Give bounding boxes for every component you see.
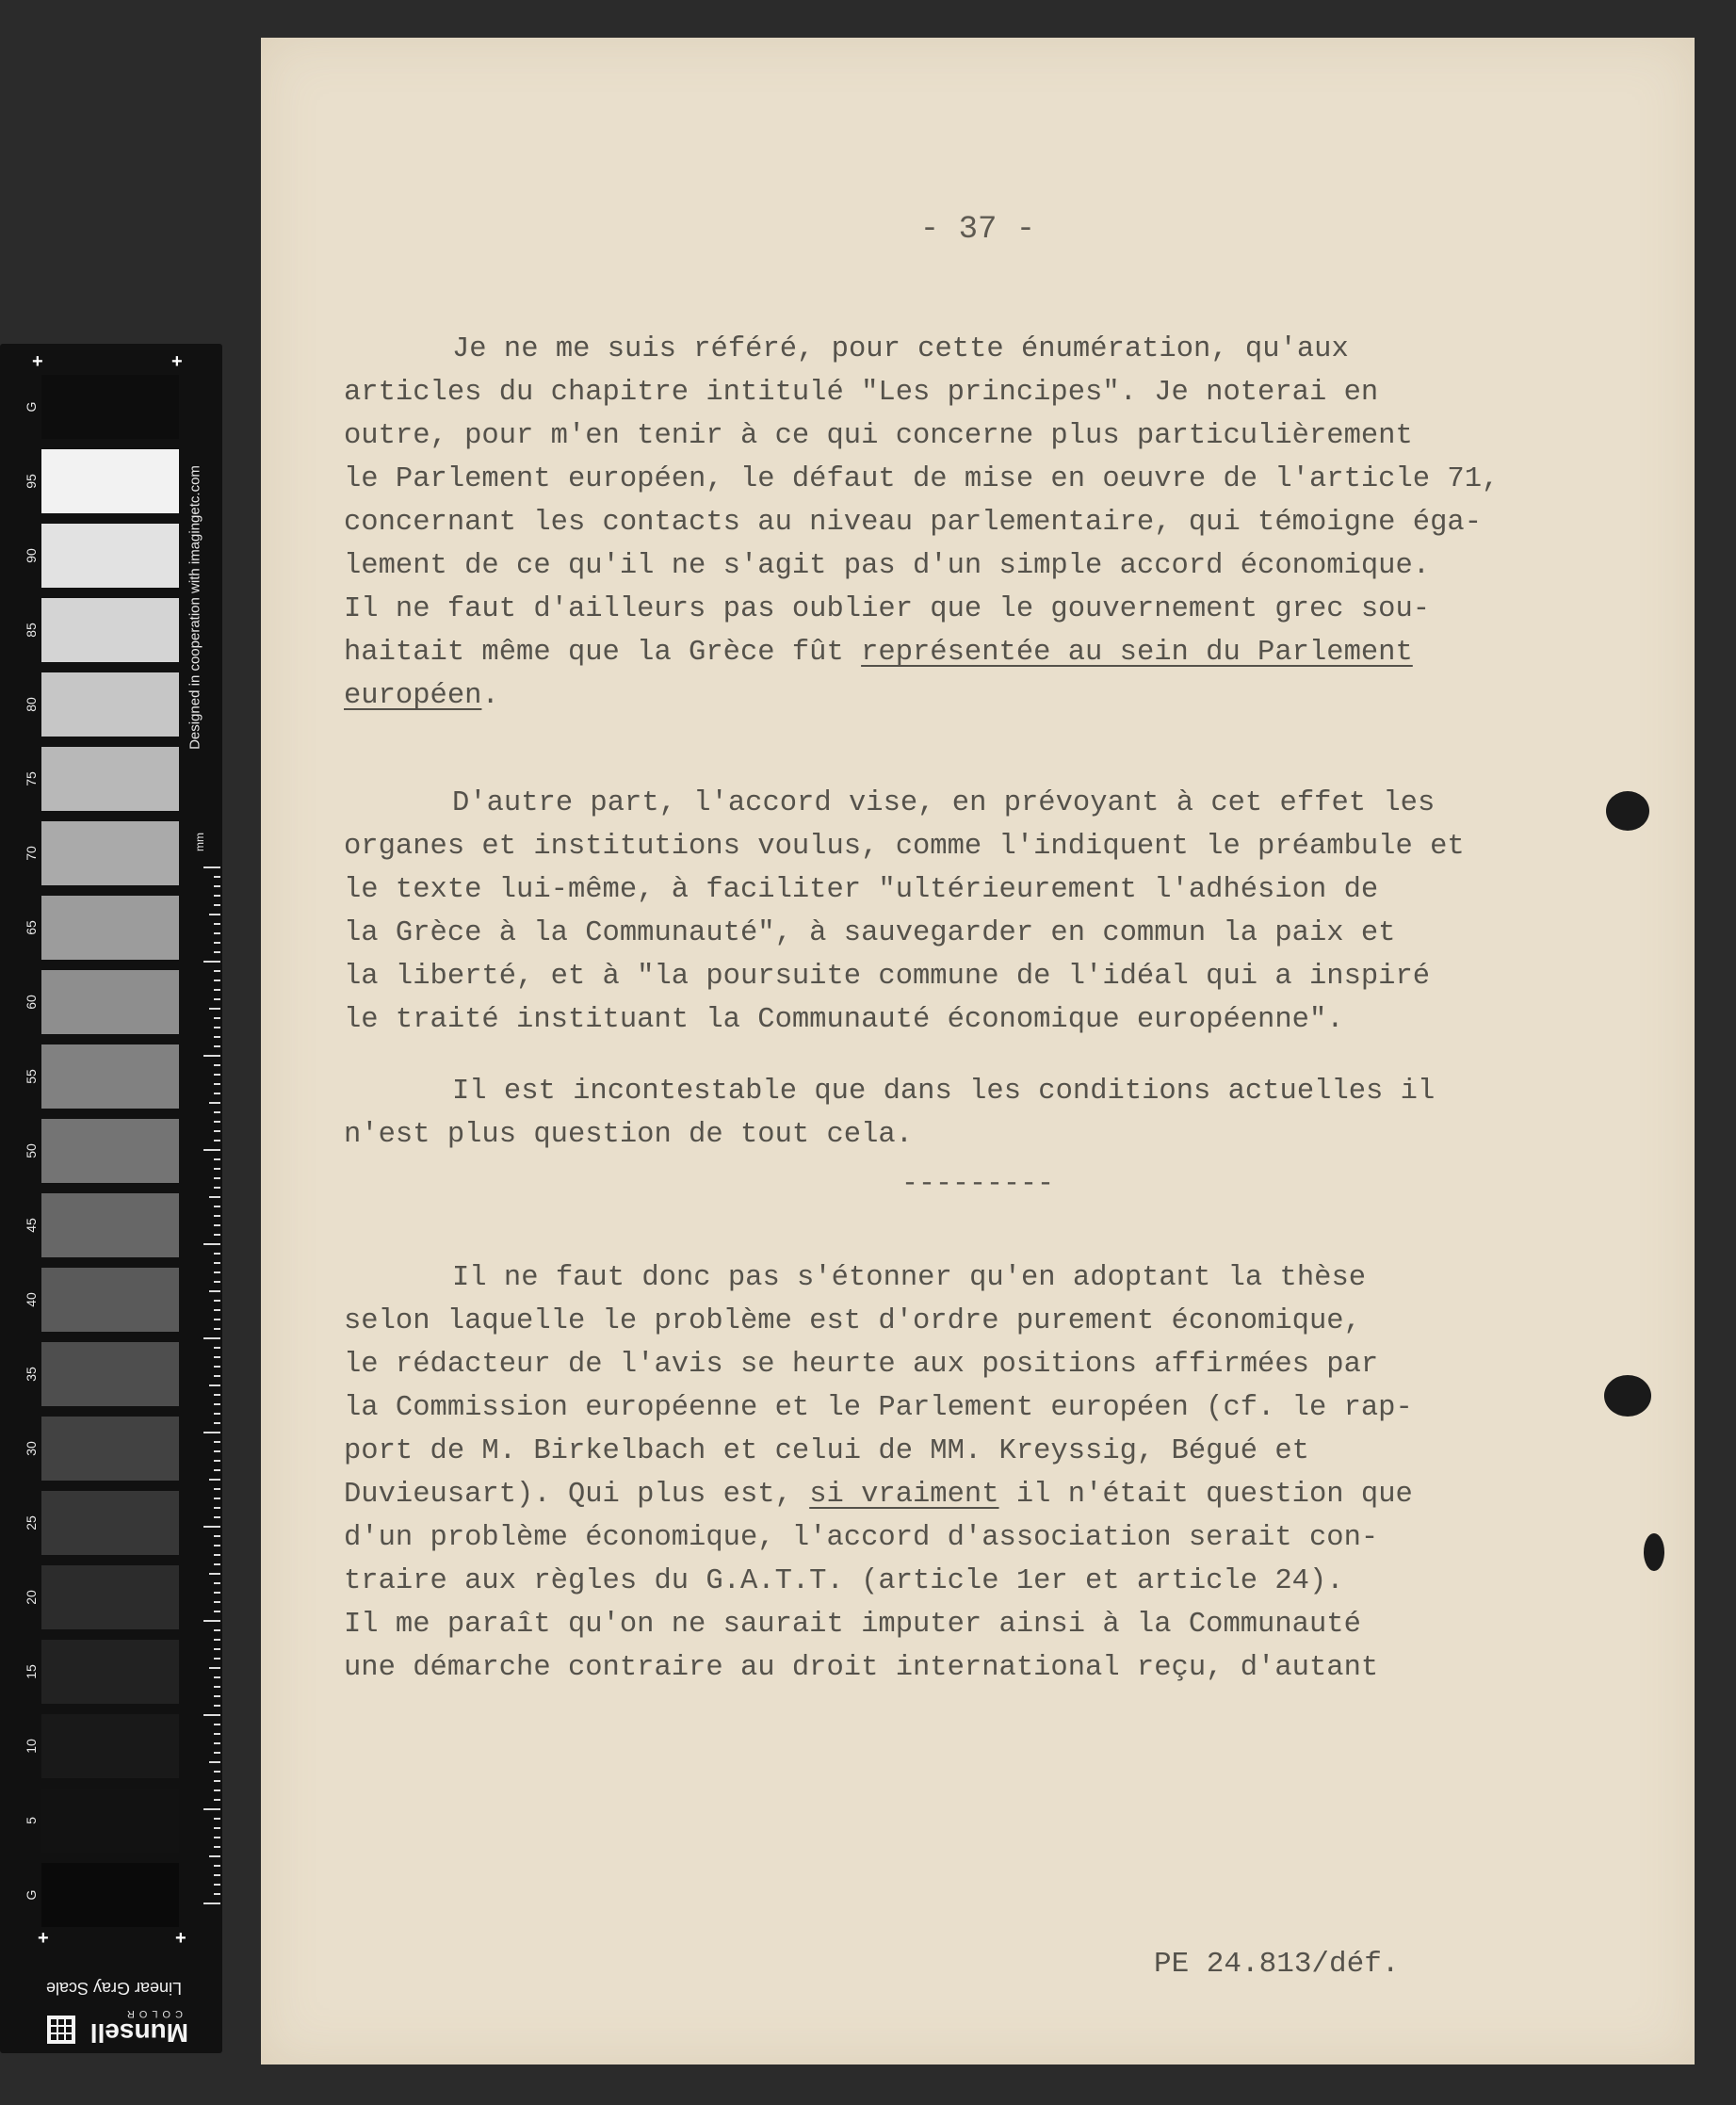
ruler-tick bbox=[214, 1234, 220, 1236]
text-line bbox=[344, 588, 1625, 631]
text-line bbox=[344, 825, 1625, 868]
gray-scale-card bbox=[0, 344, 222, 2053]
document-page bbox=[261, 38, 1695, 2065]
ruler-tick bbox=[203, 1620, 220, 1622]
ruler-tick bbox=[214, 1121, 220, 1123]
ruler-tick bbox=[214, 1705, 220, 1707]
gray-patch bbox=[41, 1119, 179, 1183]
text-line bbox=[344, 1070, 1625, 1113]
gray-patch-label: G bbox=[24, 401, 39, 413]
ruler-tick bbox=[214, 1498, 220, 1499]
paragraph-3 bbox=[344, 1070, 1625, 1157]
ruler-tick bbox=[214, 1187, 220, 1189]
text-segment: Il est incontestable que dans les conditions actuelles il bbox=[452, 1076, 1436, 1108]
text-segment: . bbox=[481, 680, 499, 712]
ruler-tick bbox=[209, 1761, 220, 1763]
text-line bbox=[344, 1516, 1625, 1560]
page-number: - 37 - bbox=[919, 212, 1036, 248]
gray-patch bbox=[41, 1044, 179, 1109]
ruler-tick bbox=[209, 914, 220, 915]
ruler-tick bbox=[214, 1328, 220, 1330]
gray-patch-label: 65 bbox=[24, 920, 39, 935]
text-line bbox=[344, 544, 1625, 588]
ruler-tick bbox=[214, 1394, 220, 1396]
ruler-tick bbox=[214, 1422, 220, 1424]
ruler-tick bbox=[214, 1780, 220, 1782]
ruler-tick bbox=[209, 1479, 220, 1481]
ruler-tick bbox=[214, 1206, 220, 1207]
paragraph-2 bbox=[344, 782, 1625, 1042]
ruler-tick bbox=[203, 1526, 220, 1528]
ruler-tick bbox=[203, 1243, 220, 1245]
ruler-tick bbox=[214, 970, 220, 972]
text-segment: le traité instituant la Communauté économique européenne". bbox=[344, 1004, 1344, 1036]
ruler-tick bbox=[214, 1582, 220, 1584]
ruler-tick bbox=[214, 1168, 220, 1170]
ruler-tick bbox=[214, 1724, 220, 1725]
corner-mark-bottom-right: + bbox=[175, 1928, 187, 1949]
text-segment: outre, pour m'en tenir à ce qui concerne plus particulièrement bbox=[344, 420, 1413, 452]
gray-patch bbox=[41, 1565, 179, 1629]
ruler-tick bbox=[214, 876, 220, 878]
ruler-tick bbox=[214, 1837, 220, 1838]
text-line bbox=[344, 868, 1625, 912]
ruler-tick bbox=[214, 1488, 220, 1490]
ruler-tick bbox=[214, 1535, 220, 1537]
ruler-tick bbox=[209, 1102, 220, 1104]
ruler-tick bbox=[214, 1639, 220, 1641]
underlined-text: européen bbox=[344, 680, 482, 712]
gray-patch bbox=[41, 1491, 179, 1555]
ruler-tick bbox=[214, 951, 220, 953]
text-segment: Il ne faut d'ailleurs pas oublier que le gouvernement grec sou- bbox=[344, 593, 1431, 625]
gray-patch-label: 95 bbox=[24, 474, 39, 489]
designed-by-text bbox=[185, 438, 205, 777]
gray-patch bbox=[41, 1789, 179, 1853]
text-line bbox=[344, 501, 1625, 544]
section-separator: --------- bbox=[900, 1168, 1055, 1200]
text-segment: d'un problème économique, l'accord d'association serait con- bbox=[344, 1522, 1379, 1554]
ruler-tick bbox=[214, 1403, 220, 1405]
text-line bbox=[344, 674, 1625, 718]
ruler-tick bbox=[214, 1130, 220, 1132]
text-segment: Il ne faut donc pas s'étonner qu'en adoptant la thèse bbox=[452, 1262, 1367, 1294]
ruler-tick bbox=[214, 1281, 220, 1283]
ruler-tick bbox=[214, 1064, 220, 1066]
text-segment: haitait même que la Grèce fût bbox=[344, 637, 862, 669]
gray-patch-label: 40 bbox=[24, 1292, 39, 1307]
document-reference: PE 24.813/déf. bbox=[1154, 1948, 1400, 1981]
ruler-tick bbox=[214, 1695, 220, 1697]
ruler-tick bbox=[214, 1601, 220, 1603]
text-line bbox=[344, 458, 1625, 501]
text-line bbox=[344, 1560, 1625, 1603]
ruler-tick bbox=[203, 961, 220, 963]
gray-patch-label: 85 bbox=[24, 623, 39, 638]
ruler-tick bbox=[214, 1300, 220, 1302]
text-line bbox=[344, 1300, 1625, 1343]
gray-patch bbox=[41, 672, 179, 737]
gray-patch bbox=[41, 1714, 179, 1778]
punch-hole bbox=[1606, 791, 1649, 831]
gray-patch-label: 15 bbox=[24, 1664, 39, 1679]
text-segment: articles du chapitre intitulé "Les principes". Je noterai en bbox=[344, 377, 1379, 409]
ruler-tick bbox=[214, 932, 220, 934]
ruler-tick bbox=[214, 1611, 220, 1612]
gray-patch bbox=[41, 375, 179, 439]
text-segment: port de M. Birkelbach et celui de MM. Kreyssig, Bégué et bbox=[344, 1435, 1309, 1467]
gray-patch-label: 45 bbox=[24, 1218, 39, 1233]
ruler-tick bbox=[214, 1554, 220, 1556]
ruler-tick bbox=[214, 1507, 220, 1509]
ruler-tick bbox=[203, 1055, 220, 1057]
ruler-tick bbox=[214, 1629, 220, 1631]
ruler-tick bbox=[214, 1045, 220, 1047]
gray-patch bbox=[41, 598, 179, 662]
text-segment: lement de ce qu'il ne s'agit pas d'un simple accord économique. bbox=[344, 550, 1431, 582]
ruler-tick bbox=[214, 1158, 220, 1160]
ruler-tick bbox=[214, 1309, 220, 1311]
ruler-tick bbox=[203, 1808, 220, 1810]
ruler-tick bbox=[214, 1789, 220, 1791]
gray-patch bbox=[41, 1863, 179, 1927]
ruler-tick bbox=[203, 1149, 220, 1151]
text-line bbox=[344, 1343, 1625, 1386]
ruler-tick bbox=[214, 1319, 220, 1320]
gray-patch-label: 30 bbox=[24, 1441, 39, 1456]
ruler-tick bbox=[214, 1742, 220, 1744]
paragraph-4 bbox=[344, 1256, 1625, 1690]
punch-hole bbox=[1604, 1375, 1651, 1417]
text-segment: la Commission européenne et le Parlement européen (cf. le rap- bbox=[344, 1392, 1413, 1424]
ruler-tick bbox=[214, 904, 220, 906]
ruler-tick bbox=[214, 1516, 220, 1518]
munsell-brand bbox=[47, 2006, 188, 2048]
gray-patch bbox=[41, 821, 179, 885]
ruler-tick bbox=[214, 998, 220, 1000]
text-line bbox=[344, 1646, 1625, 1690]
ruler-tick bbox=[203, 1337, 220, 1339]
ruler-tick bbox=[209, 1008, 220, 1010]
text-line bbox=[344, 1603, 1625, 1646]
gray-patch bbox=[41, 1268, 179, 1332]
ruler-tick bbox=[203, 1903, 220, 1904]
text-segment: une démarche contraire au droit international reçu, d'autant bbox=[344, 1652, 1379, 1684]
text-line bbox=[344, 414, 1625, 458]
ruler-tick bbox=[214, 1827, 220, 1829]
ruler-tick bbox=[214, 1676, 220, 1678]
gray-scale-label: Linear Gray Scale bbox=[45, 1979, 183, 1998]
ruler-tick bbox=[214, 1545, 220, 1546]
gray-patch bbox=[41, 1193, 179, 1257]
designed-by-label: Designed in cooperation with imagingetc.com bbox=[187, 465, 203, 750]
paragraph-1 bbox=[344, 328, 1625, 718]
gray-patch-label: 55 bbox=[24, 1069, 39, 1084]
gray-patch-label: 90 bbox=[24, 548, 39, 563]
text-segment: concernant les contacts au niveau parlementaire, qui témoigne éga- bbox=[344, 507, 1482, 539]
text-line bbox=[344, 371, 1625, 414]
ruler-tick bbox=[203, 1714, 220, 1716]
corner-mark-bottom-left: + bbox=[38, 1928, 49, 1949]
gray-patch-label: 5 bbox=[24, 1817, 39, 1824]
text-line bbox=[344, 1256, 1625, 1300]
text-line bbox=[344, 1430, 1625, 1473]
ruler-tick bbox=[214, 923, 220, 925]
text-segment: organes et institutions voulus, comme l'indiquent le préambule et bbox=[344, 831, 1465, 863]
gray-patch bbox=[41, 896, 179, 960]
ruler-tick bbox=[209, 1855, 220, 1857]
ruler-tick bbox=[214, 1224, 220, 1226]
ruler-tick bbox=[203, 866, 220, 868]
ruler-tick bbox=[203, 1432, 220, 1433]
ruler-tick bbox=[214, 1469, 220, 1471]
ruler-tick bbox=[214, 1733, 220, 1735]
gray-patch-label: 50 bbox=[24, 1143, 39, 1158]
corner-mark-top-right: + bbox=[171, 351, 183, 372]
gray-patch bbox=[41, 449, 179, 513]
ruler-tick bbox=[214, 1563, 220, 1565]
gray-patch-label: 80 bbox=[24, 697, 39, 712]
text-segment: selon laquelle le problème est d'ordre purement économique, bbox=[344, 1305, 1361, 1337]
gray-patch bbox=[41, 970, 179, 1034]
text-segment: Duvieusart). Qui plus est, bbox=[344, 1479, 810, 1511]
ruler-tick bbox=[214, 1818, 220, 1820]
gray-patch bbox=[41, 1640, 179, 1704]
ruler-tick bbox=[214, 1865, 220, 1867]
text-segment: il n'était question que bbox=[998, 1479, 1413, 1511]
ruler-tick bbox=[214, 942, 220, 944]
ruler-tick bbox=[214, 1592, 220, 1594]
ruler-tick bbox=[214, 1893, 220, 1895]
gray-patch bbox=[41, 1342, 179, 1406]
ruler-tick bbox=[214, 1074, 220, 1076]
text-segment: la Grèce à la Communauté", à sauvegarder en commun la paix et bbox=[344, 917, 1396, 949]
text-line bbox=[344, 1473, 1625, 1516]
text-line bbox=[344, 782, 1625, 825]
brand-sub: COLOR bbox=[122, 2008, 183, 2019]
ruler-tick bbox=[214, 1083, 220, 1085]
text-line bbox=[344, 328, 1625, 371]
ruler-tick bbox=[214, 989, 220, 991]
text-segment: la liberté, et à "la poursuite commune de l'idéal qui a inspiré bbox=[344, 961, 1431, 993]
text-line bbox=[344, 1386, 1625, 1430]
text-line bbox=[344, 631, 1625, 674]
ruler-tick bbox=[214, 1460, 220, 1462]
ruler-tick bbox=[214, 1356, 220, 1358]
grid-logo-icon bbox=[47, 2016, 75, 2044]
mm-label: mm bbox=[193, 833, 206, 851]
mm-ruler bbox=[203, 866, 220, 1907]
text-segment: le texte lui-même, à faciliter "ultérieurement l'adhésion de bbox=[344, 874, 1379, 906]
ruler-tick bbox=[209, 1290, 220, 1292]
ruler-tick bbox=[214, 980, 220, 981]
gray-patch-label: 10 bbox=[24, 1739, 39, 1754]
text-segment: le Parlement européen, le défaut de mise en oeuvre de l'article 71, bbox=[344, 463, 1500, 495]
ruler-tick bbox=[214, 1027, 220, 1028]
text-segment: Il me paraît qu'on ne saurait imputer ainsi à la Communauté bbox=[344, 1609, 1361, 1641]
gray-patch-label: 25 bbox=[24, 1515, 39, 1530]
punch-hole bbox=[1644, 1533, 1664, 1571]
ruler-tick bbox=[214, 1140, 220, 1142]
ruler-tick bbox=[214, 1658, 220, 1660]
text-line bbox=[344, 1113, 1625, 1157]
ruler-tick bbox=[214, 1347, 220, 1349]
gray-patch-label: 75 bbox=[24, 771, 39, 786]
ruler-tick bbox=[214, 895, 220, 897]
text-segment: le rédacteur de l'avis se heurte aux positions affirmées par bbox=[344, 1349, 1379, 1381]
text-line bbox=[344, 912, 1625, 955]
gray-patch-label: 60 bbox=[24, 995, 39, 1010]
ruler-tick bbox=[214, 1450, 220, 1452]
ruler-tick bbox=[214, 1874, 220, 1876]
ruler-tick bbox=[209, 1573, 220, 1575]
ruler-tick bbox=[214, 885, 220, 887]
ruler-tick bbox=[214, 1413, 220, 1415]
ruler-tick bbox=[214, 1884, 220, 1886]
ruler-tick bbox=[214, 1752, 220, 1754]
ruler-tick bbox=[214, 1686, 220, 1688]
ruler-tick bbox=[214, 1177, 220, 1179]
ruler-tick bbox=[214, 1648, 220, 1650]
text-line bbox=[344, 998, 1625, 1042]
ruler-tick bbox=[214, 1017, 220, 1019]
ruler-tick bbox=[214, 1771, 220, 1773]
ruler-tick bbox=[209, 1196, 220, 1198]
underlined-text: représentée au sein du Parlement bbox=[861, 637, 1413, 669]
underlined-text: si vraiment bbox=[809, 1479, 999, 1511]
ruler-tick bbox=[214, 1375, 220, 1377]
text-segment: Je ne me suis référé, pour cette énumération, qu'aux bbox=[452, 333, 1349, 365]
text-segment: D'autre part, l'accord vise, en prévoyant à cet effet les bbox=[452, 787, 1436, 819]
ruler-tick bbox=[214, 1111, 220, 1113]
ruler-tick bbox=[214, 1441, 220, 1443]
gray-patch-label: 35 bbox=[24, 1367, 39, 1382]
ruler-tick bbox=[209, 1667, 220, 1669]
ruler-tick bbox=[214, 1093, 220, 1094]
text-segment: traire aux règles du G.A.T.T. (article 1er et article 24). bbox=[344, 1565, 1344, 1597]
gray-patch bbox=[41, 524, 179, 588]
gray-patch bbox=[41, 747, 179, 811]
ruler-tick bbox=[214, 1036, 220, 1038]
gray-patch-label: 20 bbox=[24, 1590, 39, 1605]
brand-name: Munsell bbox=[89, 2018, 188, 2048]
ruler-tick bbox=[214, 1215, 220, 1217]
ruler-tick bbox=[214, 1262, 220, 1264]
text-line bbox=[344, 955, 1625, 998]
ruler-tick bbox=[214, 1253, 220, 1255]
ruler-tick bbox=[214, 1366, 220, 1368]
text-segment: n'est plus question de tout cela. bbox=[344, 1119, 913, 1151]
gray-patch bbox=[41, 1417, 179, 1481]
gray-patch-label: G bbox=[24, 1889, 39, 1901]
ruler-tick bbox=[209, 1384, 220, 1386]
ruler-tick bbox=[214, 1799, 220, 1801]
ruler-tick bbox=[214, 1271, 220, 1273]
ruler-tick bbox=[214, 1846, 220, 1848]
gray-patch-label: 70 bbox=[24, 846, 39, 861]
corner-mark-top-left: + bbox=[32, 351, 43, 372]
